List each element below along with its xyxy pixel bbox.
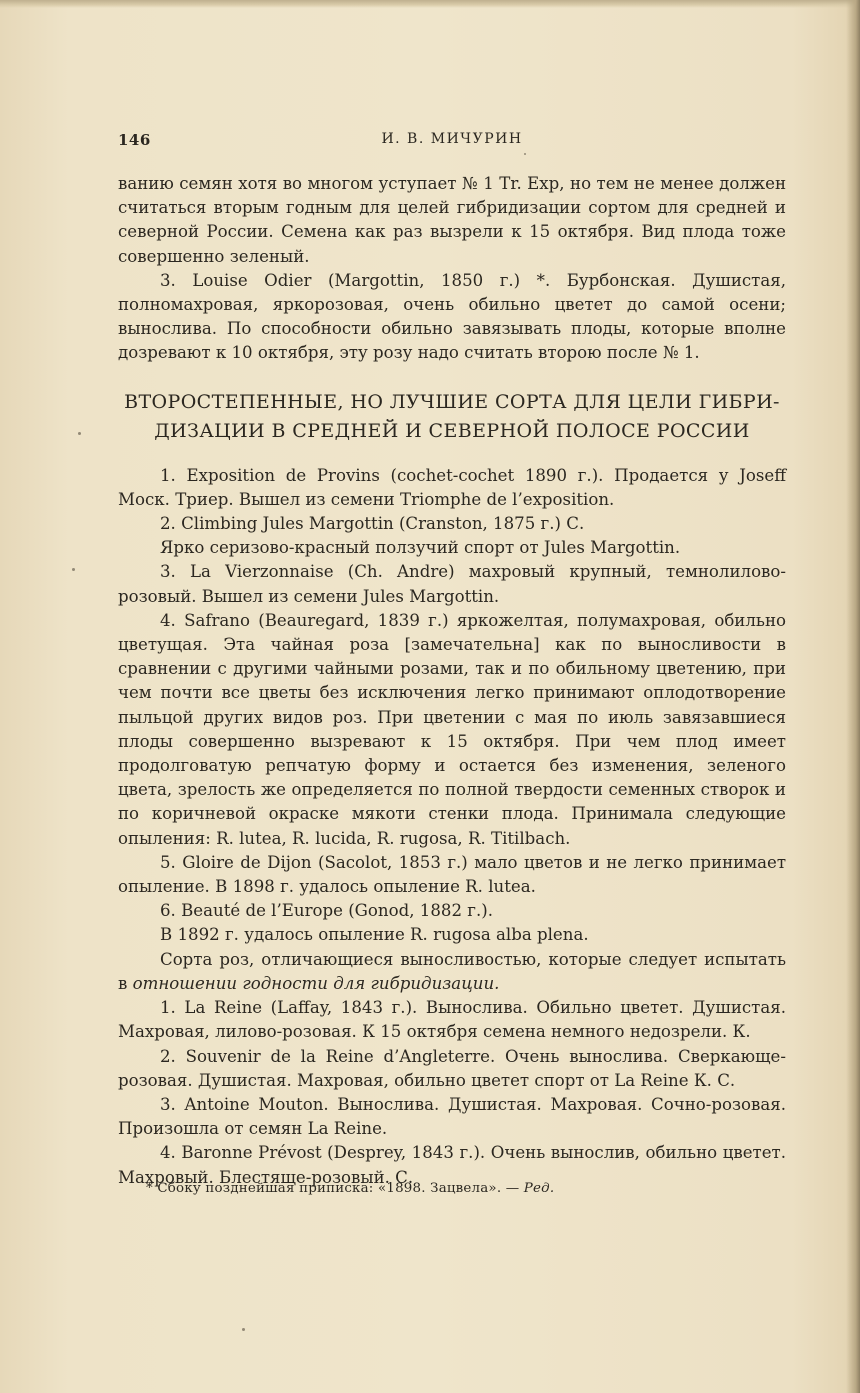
print-speck: [72, 568, 75, 571]
paragraph-safrano: 4. Safrano (Beauregard, 1839 г.) яркожелтая, полумахровая, обильно цветущая. Эта чайная роза [замечательна] как по выносливости в сравнении с другими чайными розами, так и по обильному цветению, при чем почти все цветы без исключения легко принимают оплодотворение пыльцой других видов роз. При цветении с мая по июль завязавшиеся плоды совершенно вызревают к 15 октября. При чем плод имеет продолговатую репчатую форму и остается без изменения, зеленого цвета, зрелость же определяется по полной твердости семенных створок и по коричневой окраске мякоти стенки плода. Принимала следующие опыления: R. lutea, R. lucida, R. rugosa, R. Titilbach.: [118, 610, 786, 848]
paragraph-beaute-de-leurope: 6. Beauté de l’Europe (Gonod, 1882 г.).: [160, 901, 493, 921]
paragraph-continued: ванию семян хотя во многом уступает № 1 Tr. Exp, но тем не менее должен считаться вторым годным для целей гибридизации сортом для средней и северной России. Семена как раз вызрели к 15 октября. Вид плода тоже совершенно зеленый.: [118, 174, 786, 266]
footnote-text: * Сбоку позднейшая приписка: «1898. Зацвела». —: [146, 1181, 524, 1196]
paragraph-climbing-description: Ярко серизово-красный ползучий спорт от Jules Margottin.: [160, 538, 681, 558]
paragraph-la-vierzonnaise: 3. La Vierzonnaise (Ch. Andre) махровый крупный, темнолилово-розовый. Вышел из семени Jules Margottin.: [118, 562, 786, 606]
paragraph-baronne-prevost: 4. Baronne Prévost (Desprey, 1843 г.). Очень вынослив, обильно цветет. Махровый. Блестяще-розовый. С.: [118, 1143, 786, 1187]
paragraph-exposition-de-provins: 1. Exposition de Provins (cochet-cochet 1890 г.). Продается у Joseff Моск. Триер. Вышел из семени Triomphe de l’exposition.: [118, 465, 786, 509]
page-body: [118, 172, 786, 1190]
print-speck: [242, 1328, 245, 1331]
paragraph-hardy-varieties-intro: [118, 948, 786, 996]
paragraph-1892-pollination: В 1892 г. удалось опыление R. rugosa alba plena.: [160, 925, 589, 945]
section-heading: [118, 388, 786, 446]
page-top-edge: [0, 0, 860, 8]
footnote: [146, 1180, 786, 1198]
section-heading-line-1: ВТОРОСТЕПЕННЫЕ, НО ЛУЧШИЕ СОРТА ДЛЯ ЦЕЛИ ГИБРИ-: [124, 390, 780, 413]
intro-text: Сорта роз, отличающиеся выносливостью, которые следует испытать в: [118, 949, 786, 993]
page-spine-shadow: [846, 0, 860, 1393]
intro-italic: отношении годности для гибридизации.: [132, 973, 500, 993]
section-heading-line-2: ДИЗАЦИИ В СРЕДНЕЙ И СЕВЕРНОЙ ПОЛОСЕ РОССИИ: [154, 419, 750, 442]
paragraph-climbing-jules-margottin: 2. Climbing Jules Margottin (Cranston, 1875 г.) С.: [160, 514, 585, 534]
footnote-editor-mark: Ред.: [523, 1181, 555, 1196]
paragraph-gloire-de-dijon: 5. Gloire de Dijon (Sacolot, 1853 г.) мало цветов и не легко принимает опыление. В 1898 г. удалось опыление R. lutea.: [118, 852, 786, 897]
page-number: 146: [118, 131, 151, 149]
paragraph-louise-odier: 3. Louise Odier (Margottin, 1850 г.) *. Бурбонская. Душистая, полномахровая, яркорозовая, очень обильно цветет до самой осени; вынослива. По способности обильно завязывать плоды, которые вполне дозревают к 10 октября, эту розу надо считать второю после № 1.: [118, 270, 786, 363]
paragraph-antoine-mouton: 3. Antoine Mouton. Вынослива. Душистая. Махровая. Сочно-розовая. Произошла от семян La Reine.: [118, 1094, 786, 1139]
paragraph-souvenir-de-la-reine: 2. Souvenir de la Reine d’Angleterre. Очень вынослива. Сверкающе-розовая. Душистая. Махровая, обильно цветет спорт от La Reine К. С.: [118, 1046, 786, 1090]
print-speck: [524, 153, 526, 155]
paragraph-la-reine: 1. La Reine (Laffay, 1843 г.). Вынослива. Обильно цветет. Душистая. Махровая, лилово-розовая. К 15 октября семена немного недозрели. К.: [118, 998, 786, 1042]
print-speck: [78, 432, 81, 435]
page-header: [118, 131, 786, 155]
running-title: И. В. МИЧУРИН: [381, 131, 523, 147]
